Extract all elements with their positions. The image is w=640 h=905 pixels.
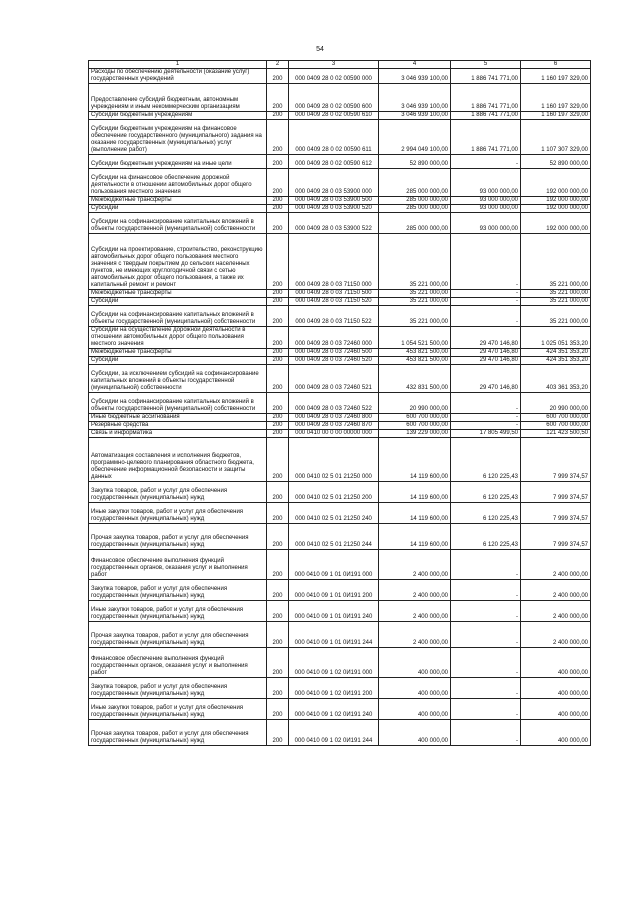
row-remaining-cell: 400 000,00: [521, 699, 591, 720]
row-name-cell: Предоставление субсидий бюджетным, автономным учреждениям и иным некоммерческим организациям: [89, 84, 267, 112]
row-executed-cell: -: [451, 234, 521, 290]
row-executed-cell: -: [451, 422, 521, 430]
row-budget-code-cell: 000 0410 09 1 01 0И191 240: [289, 601, 379, 622]
row-approved-cell: 285 000 000,00: [379, 205, 451, 213]
row-executed-cell: 6 120 225,43: [451, 438, 521, 482]
row-remaining-cell: 192 000 000,00: [521, 205, 591, 213]
table-row: [89, 720, 591, 746]
row-executed-cell: -: [451, 393, 521, 414]
column-header: 4: [379, 61, 451, 69]
row-executed-cell: 29 470 146,80: [451, 349, 521, 357]
row-budget-code-cell: 000 0409 28 0 03 72460 870: [289, 422, 379, 430]
column-header: 5: [451, 61, 521, 69]
row-line-code-cell: 200: [267, 84, 289, 112]
row-remaining-cell: 600 700 000,00: [521, 422, 591, 430]
row-remaining-cell: 35 221 000,00: [521, 234, 591, 290]
row-name-cell: Субсидии бюджетным учреждениям на иные цели: [89, 155, 267, 169]
row-budget-code-cell: 000 0409 28 0 03 71150 500: [289, 290, 379, 298]
row-budget-code-cell: 000 0409 28 0 02 00590 610: [289, 112, 379, 120]
row-remaining-cell: 35 221 000,00: [521, 306, 591, 327]
table-row: [89, 120, 591, 155]
row-remaining-cell: 192 000 000,00: [521, 169, 591, 197]
row-remaining-cell: 1 107 307 329,00: [521, 120, 591, 155]
row-executed-cell: 6 120 225,43: [451, 503, 521, 524]
table-row: [89, 438, 591, 482]
row-name-cell: Закупка товаров, работ и услуг для обеспечения государственных (муниципальных) нужд: [89, 678, 267, 699]
table-row: [89, 357, 591, 365]
row-remaining-cell: 2 400 000,00: [521, 550, 591, 580]
row-approved-cell: 139 229 000,00: [379, 430, 451, 438]
row-executed-cell: 29 470 146,80: [451, 327, 521, 349]
row-name-cell: Иные закупки товаров, работ и услуг для обеспечения государственных (муниципальных) нужд: [89, 601, 267, 622]
row-budget-code-cell: 000 0409 28 0 03 71150 000: [289, 234, 379, 290]
row-executed-cell: 6 120 225,43: [451, 482, 521, 503]
row-name-cell: Прочая закупка товаров, работ и услуг для обеспечения государственных (муниципальных) нужд: [89, 720, 267, 746]
row-approved-cell: 35 221 000,00: [379, 234, 451, 290]
row-approved-cell: 400 000,00: [379, 720, 451, 746]
row-executed-cell: 93 000 000,00: [451, 213, 521, 234]
column-header: 6: [521, 61, 591, 69]
row-remaining-cell: 1 025 051 353,20: [521, 327, 591, 349]
row-name-cell: Иные закупки товаров, работ и услуг для обеспечения государственных (муниципальных) нужд: [89, 503, 267, 524]
row-name-cell: Расходы по обеспечению деятельности (оказание услуг) государственных учреждений: [89, 69, 267, 84]
row-budget-code-cell: 000 0409 28 0 03 72460 520: [289, 357, 379, 365]
table-row: [89, 524, 591, 550]
row-budget-code-cell: 000 0409 28 0 03 53900 000: [289, 169, 379, 197]
row-remaining-cell: 1 160 197 329,00: [521, 112, 591, 120]
row-budget-code-cell: 000 0410 02 5 01 21250 244: [289, 524, 379, 550]
row-remaining-cell: 7 999 374,57: [521, 503, 591, 524]
row-approved-cell: 2 400 000,00: [379, 550, 451, 580]
row-name-cell: Субсидии на софинансирование капитальных вложений в объекты государственной (муниципальной) собственности: [89, 213, 267, 234]
row-budget-code-cell: 000 0409 28 0 03 72460 521: [289, 365, 379, 393]
row-remaining-cell: 2 400 000,00: [521, 622, 591, 648]
row-budget-code-cell: 000 0410 09 1 02 0И191 000: [289, 648, 379, 678]
row-budget-code-cell: 000 0409 28 0 03 72460 522: [289, 393, 379, 414]
row-line-code-cell: 200: [267, 365, 289, 393]
row-budget-code-cell: 000 0410 09 1 01 0И191 200: [289, 580, 379, 601]
row-budget-code-cell: 000 0410 09 1 02 0И191 244: [289, 720, 379, 746]
row-remaining-cell: 35 221 000,00: [521, 298, 591, 306]
row-approved-cell: 285 000 000,00: [379, 169, 451, 197]
column-header: 1: [89, 61, 267, 69]
row-line-code-cell: 200: [267, 213, 289, 234]
row-remaining-cell: 192 000 000,00: [521, 213, 591, 234]
table-row: [89, 699, 591, 720]
row-executed-cell: 29 470 146,80: [451, 365, 521, 393]
row-approved-cell: 400 000,00: [379, 648, 451, 678]
table-row: [89, 550, 591, 580]
table-row: [89, 69, 591, 84]
row-approved-cell: 3 046 939 100,00: [379, 69, 451, 84]
row-remaining-cell: 7 999 374,57: [521, 438, 591, 482]
row-approved-cell: 3 046 939 100,00: [379, 112, 451, 120]
row-budget-code-cell: 000 0410 09 1 01 0И191 244: [289, 622, 379, 648]
row-line-code-cell: 200: [267, 720, 289, 746]
row-name-cell: Субсидии бюджетным учреждениям: [89, 112, 267, 120]
row-name-cell: Прочая закупка товаров, работ и услуг для обеспечения государственных (муниципальных) нужд: [89, 622, 267, 648]
row-approved-cell: 35 221 000,00: [379, 290, 451, 298]
row-approved-cell: 2 400 000,00: [379, 580, 451, 601]
row-executed-cell: -: [451, 699, 521, 720]
row-line-code-cell: 200: [267, 524, 289, 550]
row-remaining-cell: 600 700 000,00: [521, 414, 591, 422]
row-approved-cell: 400 000,00: [379, 678, 451, 699]
row-executed-cell: -: [451, 622, 521, 648]
row-line-code-cell: 200: [267, 622, 289, 648]
row-budget-code-cell: 000 0410 02 5 01 21250 200: [289, 482, 379, 503]
table-row: [89, 648, 591, 678]
row-budget-code-cell: 000 0410 09 1 02 0И191 200: [289, 678, 379, 699]
table-body: [89, 69, 591, 746]
table-row: [89, 414, 591, 422]
row-remaining-cell: 7 999 374,57: [521, 482, 591, 503]
row-remaining-cell: 121 423 500,50: [521, 430, 591, 438]
row-line-code-cell: 200: [267, 298, 289, 306]
table-row: [89, 155, 591, 169]
row-executed-cell: -: [451, 306, 521, 327]
row-line-code-cell: 200: [267, 438, 289, 482]
column-header: 3: [289, 61, 379, 69]
row-approved-cell: 432 831 500,00: [379, 365, 451, 393]
row-name-cell: Иные закупки товаров, работ и услуг для обеспечения государственных (муниципальных) нужд: [89, 699, 267, 720]
table-header-row: [89, 61, 591, 69]
row-name-cell: Субсидии на софинансирование капитальных вложений в объекты государственной (муниципальной) собственности: [89, 393, 267, 414]
table-row: [89, 622, 591, 648]
row-name-cell: Субсидии бюджетным учреждениям на финансовое обеспечение государственного (муниципального) задания на оказание государственных (муниципальных) услуг (выполнение работ): [89, 120, 267, 155]
row-executed-cell: -: [451, 298, 521, 306]
table-row: [89, 290, 591, 298]
row-approved-cell: 600 700 000,00: [379, 414, 451, 422]
row-executed-cell: 1 886 741 771,00: [451, 69, 521, 84]
row-executed-cell: 93 000 000,00: [451, 197, 521, 205]
row-name-cell: Автоматизация составления и исполнения бюджетов, программно-целевого планирования областного бюджета, обеспечение информационной безопасности и защиты данных: [89, 438, 267, 482]
row-approved-cell: 453 821 500,00: [379, 349, 451, 357]
row-executed-cell: -: [451, 678, 521, 699]
row-budget-code-cell: 000 0409 28 0 03 72460 500: [289, 349, 379, 357]
row-budget-code-cell: 000 0410 00 0 00 00000 000: [289, 430, 379, 438]
row-approved-cell: 2 994 049 100,00: [379, 120, 451, 155]
row-executed-cell: -: [451, 601, 521, 622]
row-executed-cell: 93 000 000,00: [451, 169, 521, 197]
row-line-code-cell: 200: [267, 482, 289, 503]
row-name-cell: Межбюджетные трансферты: [89, 349, 267, 357]
row-budget-code-cell: 000 0409 28 0 03 53900 500: [289, 197, 379, 205]
table-row: [89, 393, 591, 414]
row-executed-cell: 1 886 741 771,00: [451, 84, 521, 112]
row-executed-cell: -: [451, 550, 521, 580]
row-line-code-cell: 200: [267, 393, 289, 414]
table-row: [89, 327, 591, 349]
row-line-code-cell: 200: [267, 155, 289, 169]
row-remaining-cell: 2 400 000,00: [521, 601, 591, 622]
page-number: 54: [316, 46, 324, 53]
row-remaining-cell: 52 890 000,00: [521, 155, 591, 169]
row-remaining-cell: 424 351 353,20: [521, 349, 591, 357]
row-name-cell: Субсидии: [89, 357, 267, 365]
row-remaining-cell: 192 000 000,00: [521, 197, 591, 205]
row-executed-cell: 93 000 000,00: [451, 205, 521, 213]
row-approved-cell: 14 119 600,00: [379, 503, 451, 524]
row-line-code-cell: 200: [267, 169, 289, 197]
row-remaining-cell: 1 160 197 329,00: [521, 84, 591, 112]
row-name-cell: Межбюджетные трансферты: [89, 290, 267, 298]
table-row: [89, 601, 591, 622]
row-line-code-cell: 200: [267, 197, 289, 205]
row-line-code-cell: 200: [267, 69, 289, 84]
table-row: [89, 84, 591, 112]
row-approved-cell: 14 119 600,00: [379, 482, 451, 503]
row-budget-code-cell: 000 0409 28 0 02 00590 000: [289, 69, 379, 84]
row-line-code-cell: 200: [267, 414, 289, 422]
row-line-code-cell: 200: [267, 648, 289, 678]
row-executed-cell: 1 886 741 771,00: [451, 112, 521, 120]
row-executed-cell: -: [451, 414, 521, 422]
row-name-cell: Субсидии на проектирование, строительство, реконструкцию автомобильных дорог общего пользования местного значения с твердым покрытием до сельских населенных пунктов, не имеющих круглогодичной связи с сетью автомобильных дорог общего пользования, а также их капитальный ремонт и ремонт: [89, 234, 267, 290]
table-row: [89, 580, 591, 601]
row-name-cell: Субсидии на софинансирование капитальных вложений в объекты государственной (муниципальной) собственности: [89, 306, 267, 327]
row-name-cell: Связь и информатика: [89, 430, 267, 438]
row-name-cell: Субсидии: [89, 205, 267, 213]
row-executed-cell: 1 886 741 771,00: [451, 120, 521, 155]
row-line-code-cell: 200: [267, 678, 289, 699]
row-line-code-cell: 200: [267, 290, 289, 298]
row-approved-cell: 14 119 600,00: [379, 438, 451, 482]
row-budget-code-cell: 000 0409 28 0 03 72460 000: [289, 327, 379, 349]
row-approved-cell: 52 890 000,00: [379, 155, 451, 169]
row-executed-cell: -: [451, 648, 521, 678]
row-name-cell: Субсидии: [89, 298, 267, 306]
table-row: [89, 213, 591, 234]
row-approved-cell: 285 000 000,00: [379, 213, 451, 234]
row-name-cell: Субсидии на осуществление дорожной деятельности в отношении автомобильных дорог общего пользования местного значения: [89, 327, 267, 349]
row-budget-code-cell: 000 0409 28 0 02 00590 612: [289, 155, 379, 169]
row-executed-cell: -: [451, 155, 521, 169]
row-name-cell: Межбюджетные трансферты: [89, 197, 267, 205]
row-line-code-cell: 200: [267, 120, 289, 155]
row-budget-code-cell: 000 0410 09 1 01 0И191 000: [289, 550, 379, 580]
table-row: [89, 349, 591, 357]
row-line-code-cell: 200: [267, 699, 289, 720]
row-name-cell: Иные бюджетные ассигнования: [89, 414, 267, 422]
table-row: [89, 169, 591, 197]
row-executed-cell: 17 805 499,50: [451, 430, 521, 438]
row-approved-cell: 35 221 000,00: [379, 306, 451, 327]
row-executed-cell: -: [451, 290, 521, 298]
row-budget-code-cell: 000 0409 28 0 03 71150 520: [289, 298, 379, 306]
row-approved-cell: 20 990 000,00: [379, 393, 451, 414]
row-line-code-cell: 200: [267, 306, 289, 327]
table-row: [89, 365, 591, 393]
row-remaining-cell: 7 999 374,57: [521, 524, 591, 550]
row-name-cell: Финансовое обеспечение выполнения функций государственных органов, оказания услуг и выполнения работ: [89, 550, 267, 580]
table-row: [89, 234, 591, 290]
row-line-code-cell: 200: [267, 112, 289, 120]
row-name-cell: Прочая закупка товаров, работ и услуг для обеспечения государственных (муниципальных) нужд: [89, 524, 267, 550]
row-approved-cell: 3 046 939 100,00: [379, 84, 451, 112]
row-line-code-cell: 200: [267, 503, 289, 524]
row-line-code-cell: 200: [267, 550, 289, 580]
row-name-cell: Закупка товаров, работ и услуг для обеспечения государственных (муниципальных) нужд: [89, 482, 267, 503]
table-row: [89, 298, 591, 306]
table-row: [89, 112, 591, 120]
row-remaining-cell: 424 351 353,20: [521, 357, 591, 365]
row-budget-code-cell: 000 0409 28 0 03 53900 520: [289, 205, 379, 213]
row-line-code-cell: 200: [267, 601, 289, 622]
row-remaining-cell: 1 160 197 329,00: [521, 69, 591, 84]
row-budget-code-cell: 000 0409 28 0 03 71150 522: [289, 306, 379, 327]
table-row: [89, 197, 591, 205]
budget-table: [88, 60, 591, 746]
row-budget-code-cell: 000 0410 09 1 02 0И191 240: [289, 699, 379, 720]
row-remaining-cell: 403 361 353,20: [521, 365, 591, 393]
table-row: [89, 430, 591, 438]
row-line-code-cell: 200: [267, 580, 289, 601]
table-row: [89, 205, 591, 213]
row-name-cell: Субсидии на финансовое обеспечение дорожной деятельности в отношении автомобильных дорог общего пользования местного значения: [89, 169, 267, 197]
row-name-cell: Резервные средства: [89, 422, 267, 430]
row-line-code-cell: 200: [267, 430, 289, 438]
row-remaining-cell: 400 000,00: [521, 648, 591, 678]
row-budget-code-cell: 000 0410 02 5 01 21250 000: [289, 438, 379, 482]
row-budget-code-cell: 000 0409 28 0 03 72460 800: [289, 414, 379, 422]
row-approved-cell: 2 400 000,00: [379, 601, 451, 622]
table-row: [89, 678, 591, 699]
row-line-code-cell: 200: [267, 422, 289, 430]
table-row: [89, 503, 591, 524]
row-remaining-cell: 20 990 000,00: [521, 393, 591, 414]
row-executed-cell: -: [451, 580, 521, 601]
row-budget-code-cell: 000 0409 28 0 02 00590 600: [289, 84, 379, 112]
row-name-cell: Закупка товаров, работ и услуг для обеспечения государственных (муниципальных) нужд: [89, 580, 267, 601]
table-row: [89, 422, 591, 430]
row-approved-cell: 1 054 521 500,00: [379, 327, 451, 349]
row-executed-cell: -: [451, 720, 521, 746]
row-name-cell: Субсидии, за исключением субсидий на софинансирование капитальных вложений в объекты государственной (муниципальной) собственности: [89, 365, 267, 393]
row-remaining-cell: 400 000,00: [521, 720, 591, 746]
row-budget-code-cell: 000 0409 28 0 03 53900 522: [289, 213, 379, 234]
row-line-code-cell: 200: [267, 357, 289, 365]
row-remaining-cell: 35 221 000,00: [521, 290, 591, 298]
row-executed-cell: 6 120 225,43: [451, 524, 521, 550]
row-line-code-cell: 200: [267, 327, 289, 349]
row-line-code-cell: 200: [267, 205, 289, 213]
row-remaining-cell: 400 000,00: [521, 678, 591, 699]
row-approved-cell: 600 700 000,00: [379, 422, 451, 430]
row-remaining-cell: 2 400 000,00: [521, 580, 591, 601]
row-line-code-cell: 200: [267, 234, 289, 290]
row-name-cell: Финансовое обеспечение выполнения функций государственных органов, оказания услуг и выполнения работ: [89, 648, 267, 678]
table-row: [89, 482, 591, 503]
table-row: [89, 306, 591, 327]
row-line-code-cell: 200: [267, 349, 289, 357]
column-header: 2: [267, 61, 289, 69]
row-approved-cell: 2 400 000,00: [379, 622, 451, 648]
row-executed-cell: 29 470 146,80: [451, 357, 521, 365]
row-approved-cell: 14 119 600,00: [379, 524, 451, 550]
row-approved-cell: 285 000 000,00: [379, 197, 451, 205]
row-budget-code-cell: 000 0410 02 5 01 21250 240: [289, 503, 379, 524]
row-approved-cell: 400 000,00: [379, 699, 451, 720]
row-approved-cell: 453 821 500,00: [379, 357, 451, 365]
row-budget-code-cell: 000 0409 28 0 02 00590 611: [289, 120, 379, 155]
row-approved-cell: 35 221 000,00: [379, 298, 451, 306]
